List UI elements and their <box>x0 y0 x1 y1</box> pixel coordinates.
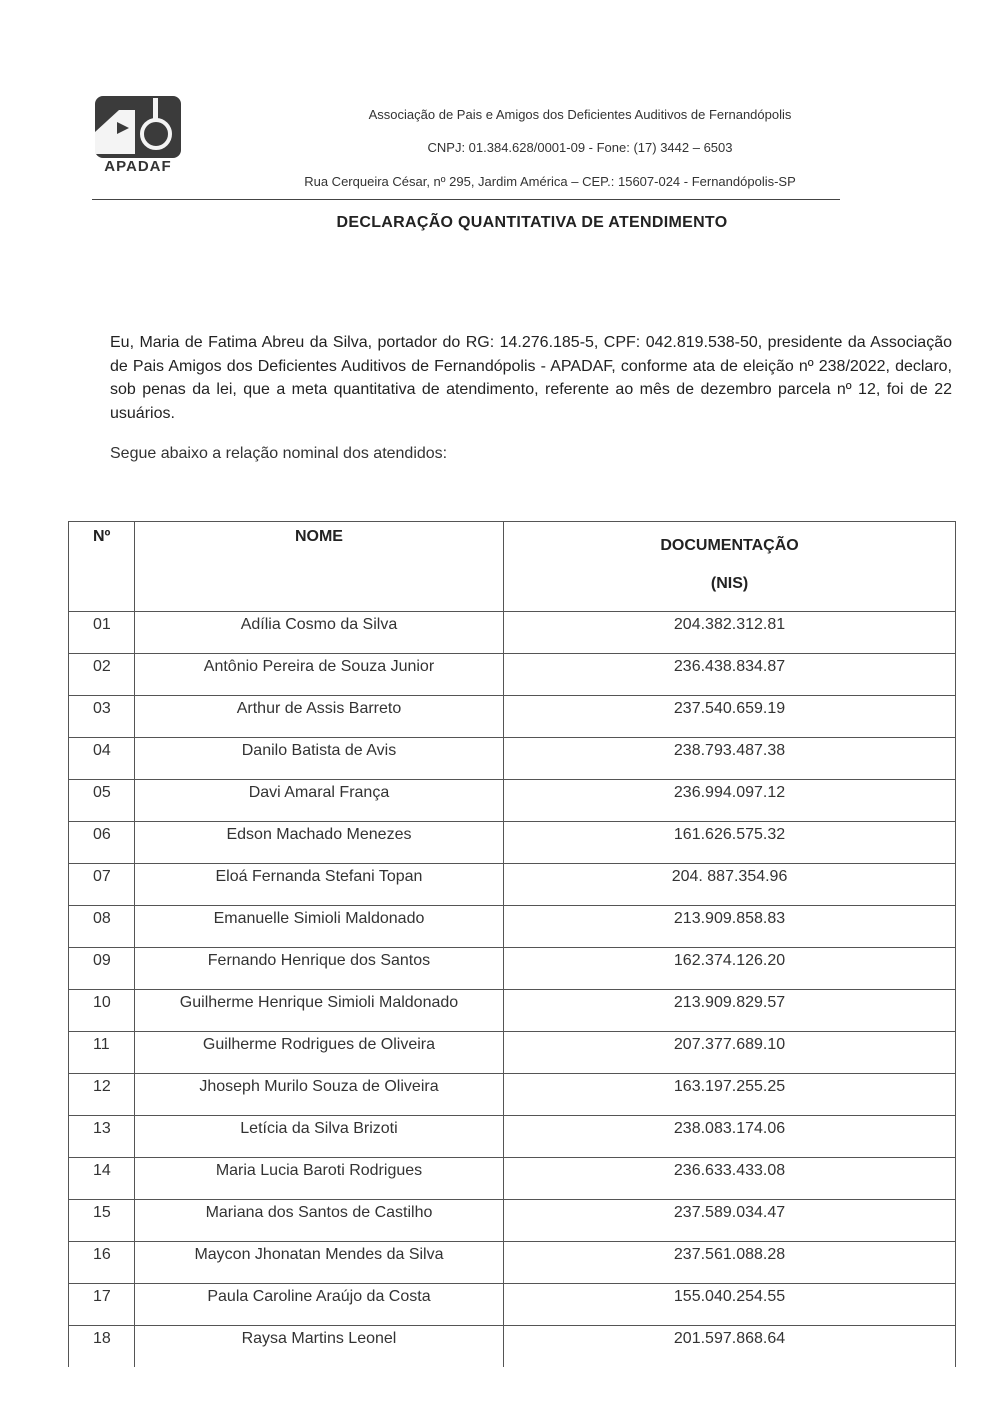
row-name: Emanuelle Simioli Maldonado <box>135 906 504 947</box>
row-nis: 237.540.659.19 <box>673 700 786 717</box>
row-number: 09 <box>69 948 135 989</box>
row-name: Danilo Batista de Avis <box>135 738 504 779</box>
logo-emblem <box>95 96 181 158</box>
header-divider <box>92 199 840 200</box>
table-row <box>68 654 956 696</box>
row-name: Adília Cosmo da Silva <box>135 612 504 653</box>
row-number: 11 <box>69 1032 135 1073</box>
row-number: 18 <box>69 1326 135 1367</box>
row-number: 02 <box>69 654 135 695</box>
header-doc-sub: (NIS) <box>710 575 749 592</box>
row-nis: 236.994.097.12 <box>673 784 786 801</box>
table-row <box>68 612 956 654</box>
table-row <box>68 1116 956 1158</box>
row-number: 10 <box>69 990 135 1031</box>
row-number: 12 <box>69 1074 135 1115</box>
row-number: 03 <box>69 696 135 737</box>
row-name: Fernando Henrique dos Santos <box>135 948 504 989</box>
table-row <box>68 864 956 906</box>
list-intro: Segue abaixo a relação nominal dos atendidos: <box>110 445 448 462</box>
row-name: Paula Caroline Araújo da Costa <box>135 1284 504 1325</box>
row-nis: 237.561.088.28 <box>673 1246 786 1263</box>
table-row <box>68 780 956 822</box>
org-contact: CNPJ: 01.384.628/0001-09 - Fone: (17) 3442 – 6503 <box>427 140 733 155</box>
row-number: 06 <box>69 822 135 863</box>
row-number: 08 <box>69 906 135 947</box>
table-row <box>68 696 956 738</box>
row-number: 14 <box>69 1158 135 1199</box>
row-nis: 155.040.254.55 <box>673 1288 786 1305</box>
table-row <box>68 1242 956 1284</box>
header-num: Nº <box>69 522 135 611</box>
row-name: Davi Amaral França <box>135 780 504 821</box>
table-row <box>68 822 956 864</box>
row-nis: 204.382.312.81 <box>673 616 786 633</box>
table-row <box>68 906 956 948</box>
row-name: Maria Lucia Baroti Rodrigues <box>135 1158 504 1199</box>
table-header-row <box>68 521 956 612</box>
table-row <box>68 1032 956 1074</box>
row-nis: 238.793.487.38 <box>673 742 786 759</box>
row-name: Antônio Pereira de Souza Junior <box>135 654 504 695</box>
row-number: 15 <box>69 1200 135 1241</box>
row-name: Guilherme Henrique Simioli Maldonado <box>135 990 504 1031</box>
row-number: 01 <box>69 612 135 653</box>
row-name: Raysa Martins Leonel <box>135 1326 504 1367</box>
row-name: Maycon Jhonatan Mendes da Silva <box>135 1242 504 1283</box>
apadaf-logo <box>92 96 184 178</box>
header-doc <box>504 522 955 611</box>
row-nis: 213.909.829.57 <box>673 994 786 1011</box>
row-nis: 237.589.034.47 <box>673 1204 786 1221</box>
row-nis: 204. 887.354.96 <box>671 868 788 885</box>
row-nis: 161.626.575.32 <box>673 826 786 843</box>
row-name: Letícia da Silva Brizoti <box>135 1116 504 1157</box>
row-number: 04 <box>69 738 135 779</box>
table-row <box>68 738 956 780</box>
row-name: Mariana dos Santos de Castilho <box>135 1200 504 1241</box>
row-nis: 201.597.868.64 <box>673 1330 786 1347</box>
org-name: Associação de Pais e Amigos dos Deficientes Auditivos de Fernandópolis <box>368 107 792 122</box>
row-name: Jhoseph Murilo Souza de Oliveira <box>135 1074 504 1115</box>
row-number: 16 <box>69 1242 135 1283</box>
ear-icon <box>95 96 181 158</box>
row-nis: 238.083.174.06 <box>673 1120 786 1137</box>
row-name: Arthur de Assis Barreto <box>135 696 504 737</box>
header-doc-label: DOCUMENTAÇÃO <box>660 537 799 554</box>
row-name: Edson Machado Menezes <box>135 822 504 863</box>
declaration-paragraph: Eu, Maria de Fatima Abreu da Silva, portador do RG: 14.276.185-5, CPF: 042.819.538-50, presidente da Associação de Pais Amigos dos Deficientes Auditivos de Fernandópolis - APADAF, conforme ata de eleição nº 238/2022, declaro, sob penas da lei, que a meta quantitativa de atendimento, referente ao mês de dezembro parcela nº 12, foi de 22 usuários. <box>110 334 952 422</box>
org-address: Rua Cerqueira César, nº 295, Jardim América – CEP.: 15607-024 - Fernandópolis-SP <box>304 174 796 189</box>
table-row <box>68 1074 956 1116</box>
header-name: NOME <box>135 522 504 611</box>
row-number: 05 <box>69 780 135 821</box>
table-row <box>68 990 956 1032</box>
row-nis: 162.374.126.20 <box>673 952 786 969</box>
row-nis: 213.909.858.83 <box>673 910 786 927</box>
document-title: DECLARAÇÃO QUANTITATIVA DE ATENDIMENTO <box>336 214 728 231</box>
row-nis: 207.377.689.10 <box>673 1036 786 1053</box>
table-row <box>68 1200 956 1242</box>
row-number: 07 <box>69 864 135 905</box>
logo-text: APADAF <box>104 158 172 175</box>
row-number: 17 <box>69 1284 135 1325</box>
row-nis: 236.633.433.08 <box>673 1162 786 1179</box>
row-name: Eloá Fernanda Stefani Topan <box>135 864 504 905</box>
row-nis: 163.197.255.25 <box>673 1078 786 1095</box>
table-row <box>68 1326 956 1367</box>
row-number: 13 <box>69 1116 135 1157</box>
table-row <box>68 948 956 990</box>
row-nis: 236.438.834.87 <box>673 658 786 675</box>
table-row <box>68 1158 956 1200</box>
row-name: Guilherme Rodrigues de Oliveira <box>135 1032 504 1073</box>
attendees-table <box>68 521 956 1367</box>
table-row <box>68 1284 956 1326</box>
